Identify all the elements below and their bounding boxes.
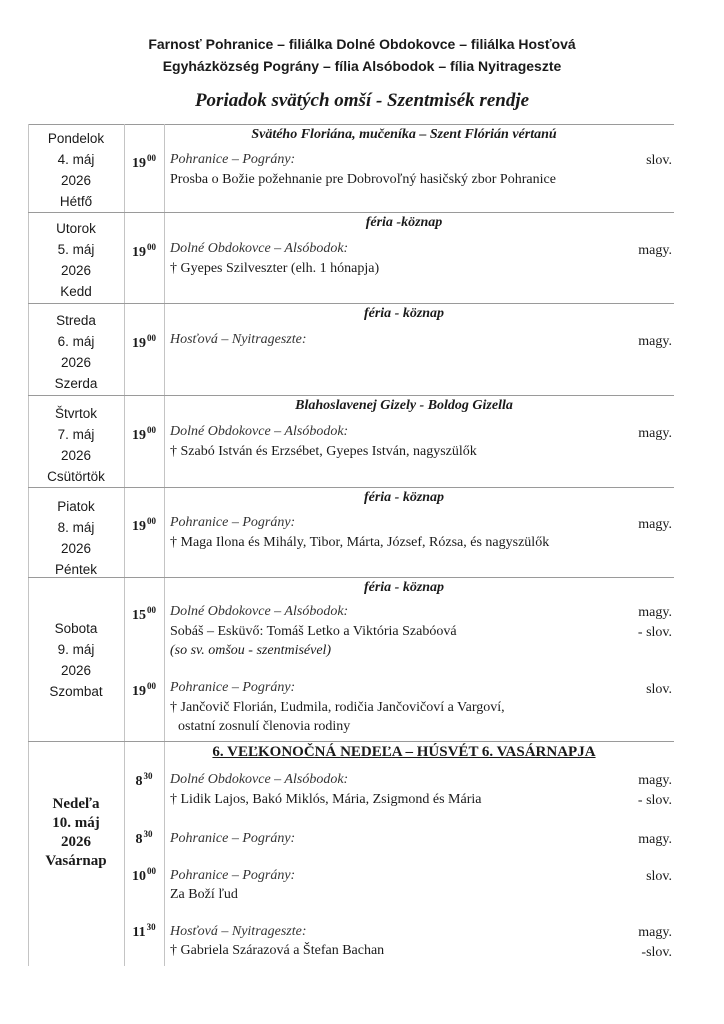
mass-language-primary: magy. <box>638 925 672 940</box>
page-title: Poriadok svätých omší - Szentmisék rendje <box>194 90 530 111</box>
row-separator <box>28 487 674 488</box>
mass-language <box>638 603 672 643</box>
mass-language: slov. <box>646 869 672 884</box>
mass-intention: Za Boží ľud <box>170 887 238 902</box>
parish-header-hu: Egyházközség Pográny – fília Alsóbodok – fília Nyitrageszte <box>162 58 562 74</box>
mass-location: Dolné Obdokovce – Alsóbodok: <box>170 424 349 439</box>
mass-time: $19^{00}$ <box>132 425 156 443</box>
day-name-hu: Péntek <box>54 562 98 577</box>
mass-time: $19^{00}$ <box>132 333 156 351</box>
day-name-hu: Csütörtök <box>47 469 105 484</box>
day-year: 2026 <box>61 834 91 850</box>
day-name-hu: Hétfő <box>59 194 93 209</box>
day-date: 10. máj <box>52 815 100 831</box>
mass-language: magy. <box>638 517 672 532</box>
mass-location: Pohranice – Pográny: <box>170 152 296 167</box>
mass-language-primary: magy. <box>638 773 672 788</box>
mass-time: $8^{30}$ <box>135 771 153 789</box>
day-name: Pondelok <box>47 131 105 146</box>
mass-location: Dolné Obdokovce – Alsóbodok: <box>170 772 349 787</box>
mass-language: magy. <box>638 832 672 847</box>
mass-location: Pohranice – Pográny: <box>170 680 296 695</box>
mass-intention: † Gabriela Szárazová a Štefan Bachan <box>170 943 385 958</box>
mass-time: $10^{00}$ <box>132 866 156 884</box>
day-date: 5. máj <box>57 242 95 257</box>
day-label <box>28 128 124 212</box>
mass-time: $19^{00}$ <box>132 242 156 260</box>
mass-language-primary: magy. <box>638 605 672 620</box>
mass-intention: † Maga Ilona és Mihály, Tibor, Márta, József, Rózsa, és nagyszülők <box>170 535 550 550</box>
celebration-title: féria - köznap <box>363 490 445 505</box>
mass-location: Hosťová – Nyitrageszte: <box>170 332 307 347</box>
day-date: 4. máj <box>57 152 95 167</box>
mass-time: $8^{30}$ <box>135 829 153 847</box>
table-time-column-rule <box>164 124 165 966</box>
mass-time: $11^{30}$ <box>132 922 156 940</box>
day-year: 2026 <box>60 541 92 556</box>
mass-location: Pohranice – Pográny: <box>170 831 296 846</box>
day-label <box>28 310 124 394</box>
day-year: 2026 <box>60 263 92 278</box>
mass-location: Pohranice – Pográny: <box>170 515 296 530</box>
mass-language-secondary: - slov. <box>637 625 672 640</box>
day-name-hu: Szombat <box>49 684 103 699</box>
day-date: 8. máj <box>57 520 95 535</box>
day-label <box>28 403 124 487</box>
row-separator <box>28 741 674 742</box>
row-separator <box>28 303 674 304</box>
celebration-title: 6. VEĽKONOČNÁ NEDEĽA – HÚSVÉT 6. VASÁRNAPJA <box>212 744 596 760</box>
day-name-hu: Kedd <box>60 284 92 299</box>
mass-intention: Prosba o Božie požehnanie pre Dobrovoľný hasičský zbor Pohranice <box>170 172 556 187</box>
day-name: Štvrtok <box>54 406 97 421</box>
mass-intention: ostatní zosnulí členovia rodiny <box>178 719 351 734</box>
mass-language: slov. <box>646 682 672 697</box>
day-name: Sobota <box>54 621 98 636</box>
day-name: Nedeľa <box>52 796 100 812</box>
parish-header-sk: Farnosť Pohranice – filiálka Dolné Obdokovce – filiálka Hosťová <box>148 36 576 52</box>
mass-intention: † Lidik Lajos, Bakó Miklós, Mária, Zsigmond és Mária <box>170 792 482 807</box>
celebration-title: féria -köznap <box>365 215 443 230</box>
mass-intention: † Gyepes Szilveszter (elh. 1 hónapja) <box>170 261 380 276</box>
day-year: 2026 <box>60 355 92 370</box>
mass-time: $15^{00}$ <box>132 605 156 623</box>
mass-note: (so sv. omšou - szentmisével) <box>170 643 332 658</box>
celebration-title: féria - köznap <box>363 306 445 321</box>
mass-language <box>638 923 672 963</box>
day-year: 2026 <box>60 663 92 678</box>
day-year: 2026 <box>60 448 92 463</box>
mass-location: Dolné Obdokovce – Alsóbodok: <box>170 604 349 619</box>
row-separator <box>28 395 674 396</box>
day-date: 6. máj <box>57 334 95 349</box>
day-label <box>28 618 124 702</box>
day-date: 9. máj <box>57 642 95 657</box>
celebration-title: féria - köznap <box>363 580 445 595</box>
day-year: 2026 <box>60 173 92 188</box>
mass-location: Pohranice – Pográny: <box>170 868 296 883</box>
mass-intention: † Szabó István és Erzsébet, Gyepes István, nagyszülők <box>170 444 477 459</box>
day-label <box>28 496 124 580</box>
row-separator <box>28 577 674 578</box>
mass-time: $19^{00}$ <box>132 153 156 171</box>
mass-language <box>638 771 672 811</box>
day-name-hu: Szerda <box>54 376 98 391</box>
mass-language: slov. <box>646 153 672 168</box>
mass-language: magy. <box>638 426 672 441</box>
day-name: Utorok <box>56 221 96 236</box>
row-separator <box>28 212 674 213</box>
mass-language-secondary: - slov. <box>637 793 672 808</box>
mass-time: $19^{00}$ <box>132 681 156 699</box>
table-day-column-rule <box>124 124 125 966</box>
mass-intention: Sobáš – Esküvő: Tomáš Letko a Viktória Szabóová <box>170 624 457 639</box>
mass-intention: † Jančovič Florián, Ľudmila, rodičia Jančovičoví a Vargoví, <box>170 700 505 715</box>
day-label <box>28 795 124 871</box>
day-label <box>28 218 124 302</box>
mass-language-secondary: -slov. <box>641 945 672 960</box>
mass-location: Hosťová – Nyitrageszte: <box>170 924 307 939</box>
celebration-title: Svätého Floriána, mučeníka – Szent Flórián vértanú <box>251 127 557 142</box>
day-name-hu: Vasárnap <box>45 853 107 869</box>
celebration-title: Blahoslavenej Gizely - Boldog Gizella <box>295 398 513 413</box>
mass-time: $19^{00}$ <box>132 516 156 534</box>
mass-language: magy. <box>638 334 672 349</box>
day-date: 7. máj <box>57 427 95 442</box>
mass-location: Dolné Obdokovce – Alsóbodok: <box>170 241 349 256</box>
day-name: Piatok <box>57 499 95 514</box>
mass-language: magy. <box>638 243 672 258</box>
day-name: Streda <box>56 313 96 328</box>
